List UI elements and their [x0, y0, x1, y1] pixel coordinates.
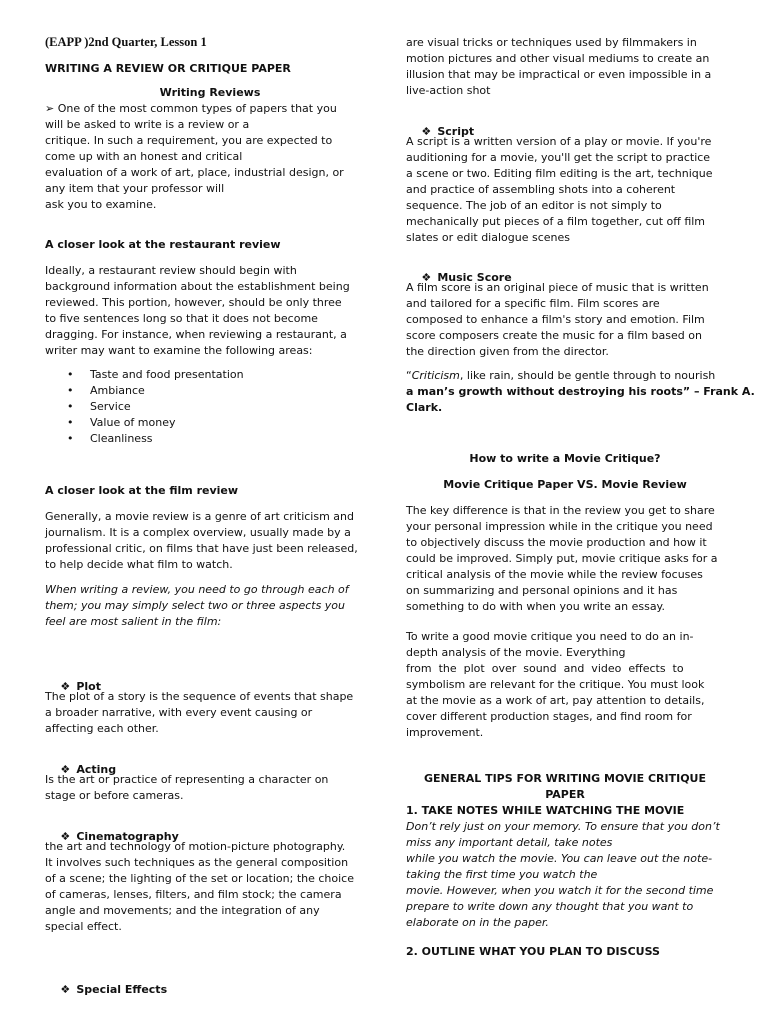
text-line: feel are most salient in the film: [45, 615, 222, 628]
text-line: The plot of a story is the sequence of events that shape [45, 690, 354, 703]
bullet-text: Cleanliness [90, 432, 153, 445]
text-line: a scene or two. Editing film editing is the art, technique [406, 167, 713, 180]
quote-line: a man’s growth without destroying his roots” – Frank A. [406, 385, 755, 398]
text-line: To write a good movie critique you need to do an in- [406, 630, 694, 643]
bullet-icon: • [67, 400, 74, 413]
text-line: evaluation of a work of art, place, industrial design, or [45, 166, 344, 179]
film-heading: A closer look at the film review [45, 484, 239, 497]
text-line: journalism. It is a complex overview, usually made by a [45, 526, 351, 539]
text-line: reviewed. This portion, however, should be only three [45, 296, 342, 309]
quote-line: Clark. [406, 401, 443, 414]
music-score-heading-text: Music Score [437, 271, 512, 284]
text-line: something to do with when you write an essay. [406, 600, 665, 613]
text-line: background information about the establishment being [45, 280, 350, 293]
bullet-icon: • [67, 368, 74, 381]
text-line: while you watch the movie. You can leave out the note- [406, 852, 713, 865]
text-line: prepare to write down any thought that you want to [406, 900, 694, 913]
text-line: cover different production stages, and find room for [406, 710, 692, 723]
text-line: Ideally, a restaurant review should begin with [45, 264, 297, 277]
text-line: a broader narrative, with every event causing or [45, 706, 313, 719]
bullet-text: Ambiance [90, 384, 145, 397]
text-line: composed to enhance a film's story and emotion. Film [406, 313, 705, 326]
text-line: Don’t rely just on your memory. To ensure that you don’t [406, 820, 720, 833]
quote-text: , like rain, should be gentle through to nourish [459, 369, 716, 382]
subtitle: Writing Reviews [159, 86, 261, 99]
text-line: could be improved. Simply put, movie critique asks for a [406, 552, 718, 565]
text-line: movie. However, when you watch it for the second time [406, 884, 714, 897]
course-line: (EAPP )2nd Quarter, Lesson 1 [45, 35, 207, 49]
text-line: dragging. For instance, when reviewing a restaurant, a [45, 328, 347, 341]
text-line: at the movie as a work of art, pay attention to details, [406, 694, 705, 707]
text-line: are visual tricks or techniques used by filmmakers in [406, 36, 697, 49]
text-line: any item that your professor will [45, 182, 225, 195]
text-line: When writing a review, you need to go through each of [45, 583, 349, 596]
text-line: on summarizing and personal opinions and it has [406, 584, 678, 597]
text-line: stage or before cameras. [45, 789, 184, 802]
text-line: your personal impression while in the critique you need [406, 520, 713, 533]
text-line: It involves such techniques as the general composition [45, 856, 349, 869]
text-line: auditioning for a movie, you'll get the script to practice [406, 151, 711, 164]
list-item [45, 383, 375, 399]
diamond-bullet-icon: ❖ [60, 680, 71, 693]
text-line: A film score is an original piece of music that is written [406, 281, 709, 294]
text-line: mechanically put pieces of a film together, cut off film [406, 215, 706, 228]
script-heading-text: Script [437, 125, 475, 138]
special-effects-heading-text: Special Effects [76, 983, 168, 996]
text-line: The key difference is that in the review you get to share [406, 504, 715, 517]
text-line: Generally, a movie review is a genre of art criticism and [45, 510, 354, 523]
howto-heading: How to write a Movie Critique? [469, 452, 661, 465]
text-line: symbolism are relevant for the critique. You must look [406, 678, 705, 691]
text-line: ask you to examine. [45, 198, 157, 211]
text-line: score composers create the music for a film based on [406, 329, 702, 342]
text-line: come up with an honest and critical [45, 150, 243, 163]
quote-italic-word: Criticism [411, 369, 460, 382]
text-line: slates or edit dialogue scenes [406, 231, 571, 244]
quote-line [406, 368, 715, 384]
text-line: elaborate on in the paper. [406, 916, 549, 929]
text-line: the direction given from the director. [406, 345, 609, 358]
text-line: miss any important detail, take notes [406, 836, 613, 849]
text-line: them; you may simply select two or three aspects you [45, 599, 346, 612]
tip-2-heading: 2. OUTLINE WHAT YOU PLAN TO DISCUSS [406, 945, 660, 958]
text-line: live-action shot [406, 84, 491, 97]
text-line: A script is a written version of a play or movie. If you're [406, 135, 712, 148]
text-line: of a scene; the lighting of the set or location; the choice [45, 872, 354, 885]
text-line: writer may want to examine the following areas: [45, 344, 313, 357]
text-line: special effect. [45, 920, 122, 933]
text-line: to objectively discuss the movie production and how it [406, 536, 707, 549]
text-line: of cameras, lenses, filters, and film stock; the camera [45, 888, 342, 901]
text-line: from the plot over sound and video effects to [406, 662, 684, 675]
diamond-bullet-icon: ❖ [421, 125, 432, 138]
quote-mark: “ [406, 369, 412, 382]
diamond-bullet-icon: ❖ [60, 763, 71, 776]
restaurant-heading: A closer look at the restaurant review [45, 238, 281, 251]
list-item [45, 367, 375, 383]
text-line: taking the first time you watch the [406, 868, 598, 881]
text-line: critique. In such a requirement, you are expected to [45, 134, 333, 147]
tips-heading: GENERAL TIPS FOR WRITING MOVIE CRITIQUE PAPER [424, 772, 706, 801]
text-line: and tailored for a specific film. Film scores are [406, 297, 660, 310]
acting-heading-text: Acting [76, 763, 117, 776]
text-line: sequence. The job of an editor is not simply to [406, 199, 662, 212]
text-line: will be asked to write is a review or a [45, 118, 250, 131]
vs-heading: Movie Critique Paper VS. Movie Review [443, 478, 687, 491]
text-line: to help decide what film to watch. [45, 558, 233, 571]
list-item [45, 415, 375, 431]
diamond-bullet-icon: ❖ [421, 271, 432, 284]
text-line: the art and technology of motion-picture photography. [45, 840, 346, 853]
text-line: angle and movements; and the integration of any [45, 904, 320, 917]
plot-heading-text: Plot [76, 680, 101, 693]
special-effects-heading [45, 966, 167, 1014]
diamond-bullet-icon: ❖ [60, 830, 71, 843]
bullet-text: Value of money [90, 416, 176, 429]
bullet-icon: • [67, 384, 74, 397]
text-line: and practice of assembling shots into a coherent [406, 183, 676, 196]
text-line: ➢ One of the most common types of papers that you [45, 102, 337, 115]
text-line: illusion that may be impractical or even impossible in a [406, 68, 712, 81]
text-line: critical analysis of the movie while the review focuses [406, 568, 703, 581]
text-line: motion pictures and other visual mediums to create an [406, 52, 710, 65]
bullet-text: Service [90, 400, 131, 413]
text-line: Is the art or practice of representing a character on [45, 773, 329, 786]
main-title: WRITING A REVIEW OR CRITIQUE PAPER [45, 62, 291, 75]
bullet-text: Taste and food presentation [90, 368, 244, 381]
bullet-icon: • [67, 416, 74, 429]
list-item [45, 431, 375, 447]
text-line: professional critic, on films that have just been released, [45, 542, 358, 555]
text-line: improvement. [406, 726, 484, 739]
text-line: depth analysis of the movie. Everything [406, 646, 626, 659]
tip-1-heading: 1. TAKE NOTES WHILE WATCHING THE MOVIE [406, 804, 685, 817]
text-line: to five sentences long so that it does not become [45, 312, 318, 325]
text-line: affecting each other. [45, 722, 159, 735]
cinematography-heading-text: Cinematography [76, 830, 179, 843]
list-item [45, 399, 375, 415]
diamond-bullet-icon: ❖ [60, 983, 71, 996]
bullet-icon: • [67, 432, 74, 445]
